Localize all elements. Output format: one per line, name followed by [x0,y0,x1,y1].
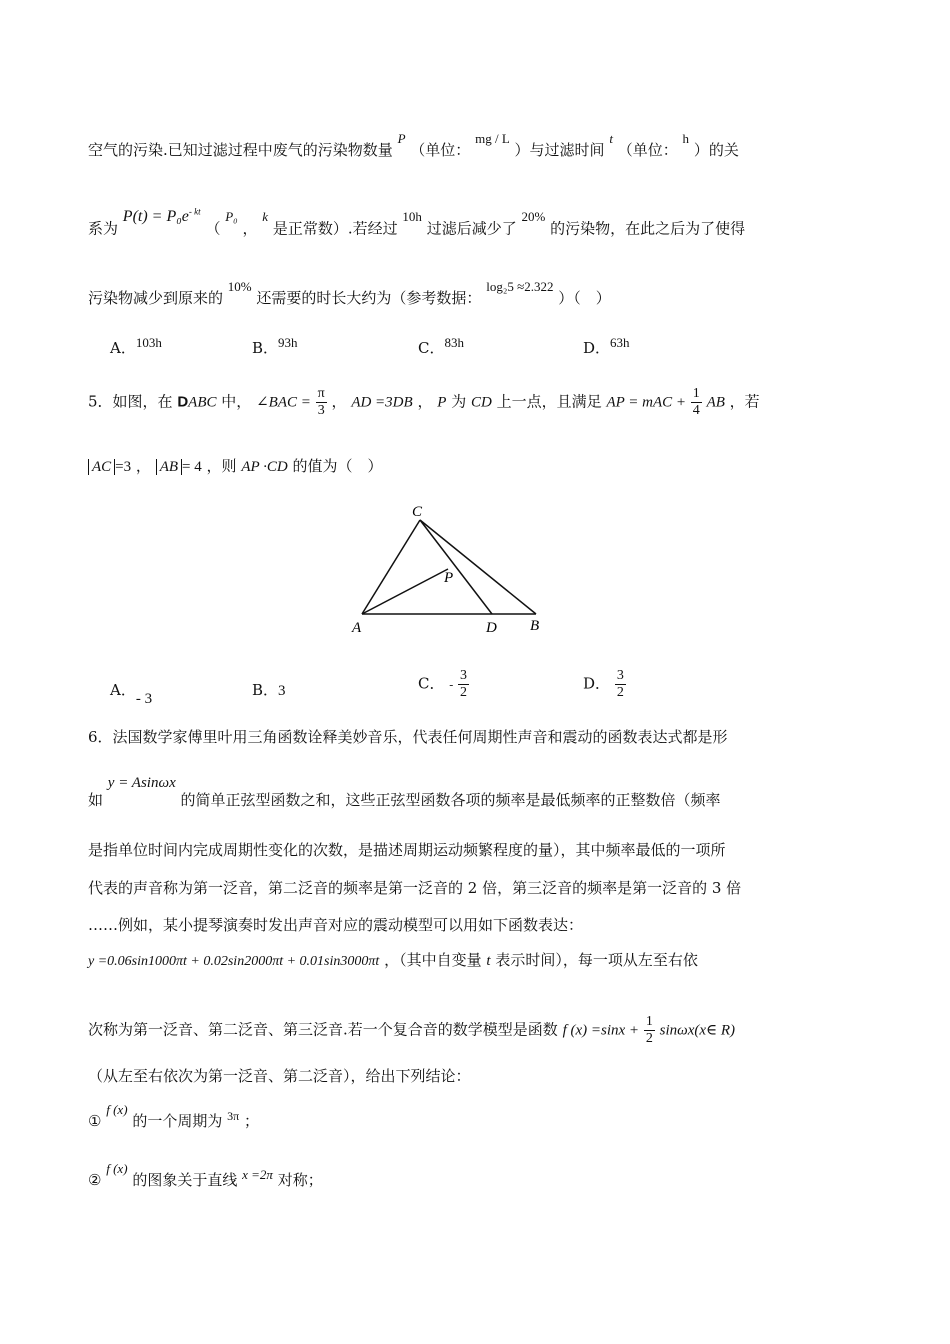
q4-line-1: 空气的污染.已知过滤过程中废气的污染物数量 P （单位： mg / L ）与过滤时间 t （单位： h ）的关 [88,131,739,159]
q6-line-3: 是指单位时间内完成周期性变化的次数，是描述周期运动频繁程度的量），其中频率最低的一项所 [88,841,726,859]
decay-formula: $P(t) = P_0e^{- kt}$ [122,207,201,226]
composite-function: f (x) =sinx + [562,1022,640,1039]
label-b: B [530,618,540,634]
var-k: k [262,209,269,225]
percent-20: 20% [521,209,546,225]
var-P: P [397,131,406,146]
ad-relation: AD =3DB [351,394,413,411]
q5-option-b: B．3 [252,681,286,699]
abs-ab: AB [156,459,182,475]
q5-line-2: AC =3 ， AB = 4 ，则 AP ·CD 的值为（ ） [88,456,383,477]
unit-mg-per-L: mg / L [475,131,510,146]
var-t: t [609,131,613,146]
q6-conclusion-2: ② f (x) 的图象关于直线 x =2π 对称； [88,1161,323,1189]
segment-cb [420,520,536,614]
segment-ac [362,520,420,614]
q6-line-8: （从左至右依次为第一泛音、第二泛音），给出下列结论： [88,1067,471,1085]
segment-cd [420,520,492,614]
triangle-figure [340,500,560,640]
q5-option-a: A．- 3 [110,681,153,707]
fraction-one-quarter: $\frac{1}{4}$ [692,386,700,418]
time-10h: 10h [402,209,422,225]
q4-option-c: C．83h [418,335,464,357]
q4-line-2: 系为 $P(t) = P_0e^{- kt}$ （ P₀ ， k 是正常数）.若经过 10h 过滤后减少了 20% 的污染物，在此之后为了使得 [88,207,746,238]
q4-line-3: 污染物减少到原来的 10% 还需要的时长大约为（参考数据： log₂5 ≈2.322 ）（ ） [88,279,611,307]
label-d: D [486,620,497,636]
sine-function: y = Asinωx [107,775,176,791]
q4-option-a: A．103h [110,335,162,357]
reference-log: log₂5 ≈2.322 [486,279,554,294]
violin-model: y =0.06sin1000πt + 0.02sin2000πt + 0.01sin3000πt [88,954,380,969]
q6-line-5: ……例如，某小提琴演奏时发出声音对应的震动模型可以用如下函数表达： [88,916,584,934]
q6-conclusion-1: ① f (x) 的一个周期为 $^{3\pi}$ ； [88,1102,259,1130]
fraction-pi-over-3: $\frac{\pi}{3}$ [317,386,325,418]
segment-ap [362,569,448,614]
percent-10: 10% [227,279,252,294]
fraction-3-over-2: $\frac{3}{2}$ [616,668,624,700]
q6-line-7: 次称为第一泛音、第二泛音、第三泛音.若一个复合音的数学模型是函数 f (x) =sinx + $\frac{1}{2}$ sinωx(x∈ R) [88,1014,736,1046]
label-p: P [444,570,454,586]
vector-ap-equation: AP = mAC + [606,394,686,411]
period-value: 3π [227,1109,240,1123]
symmetry-line: x =2π [242,1167,273,1182]
q4-option-b: B．93h [252,335,298,357]
q5-option-c: C． - $\frac{3}{2}$ [418,668,468,700]
fraction-3-over-2: $\frac{3}{2}$ [460,668,468,700]
q5-line-1: 5．如图，在 DABC 中， ∠BAC = $\frac{\pi}{3}$ ， AD =3DB ， P 为 CD 上一点，且满足 AP = mAC + $\frac{1}{4}$ AB ，若 [88,386,760,418]
q6-line-1: 6．法国数学家傅里叶用三角函数诠释美妙音乐，代表任何周期性声音和震动的函数表达式都是形 [88,728,728,746]
abs-ac: AC [88,459,115,475]
q6-line-2: 如 y = Asinωx 的简单正弦型函数之和，这些正弦型函数各项的频率是最低频率的正整数倍（频率 [88,775,721,809]
dot-product: AP ·CD [241,459,288,475]
label-c: C [412,504,423,520]
angle-bac: ∠BAC = [256,394,311,411]
q6-line-6: y =0.06sin1000πt + 0.02sin2000πt + 0.01sin3000πt ，（其中自变量 t 表示时间），每一项从左至右依 [88,951,698,969]
label-a: A [352,620,362,636]
triangle-symbol: D [177,393,189,411]
fraction-one-half: $\frac{1}{2}$ [645,1014,653,1046]
q5-option-d: D． $\frac{3}{2}$ [583,668,624,700]
unit-h: h [682,131,690,146]
q4-option-d: D．63h [583,335,630,357]
q6-line-4: 代表的声音称为第一泛音，第二泛音的频率是第一泛音的 2 倍，第三泛音的频率是第一泛音的 3 倍 [88,879,742,897]
var-P0: P₀ [225,209,238,225]
